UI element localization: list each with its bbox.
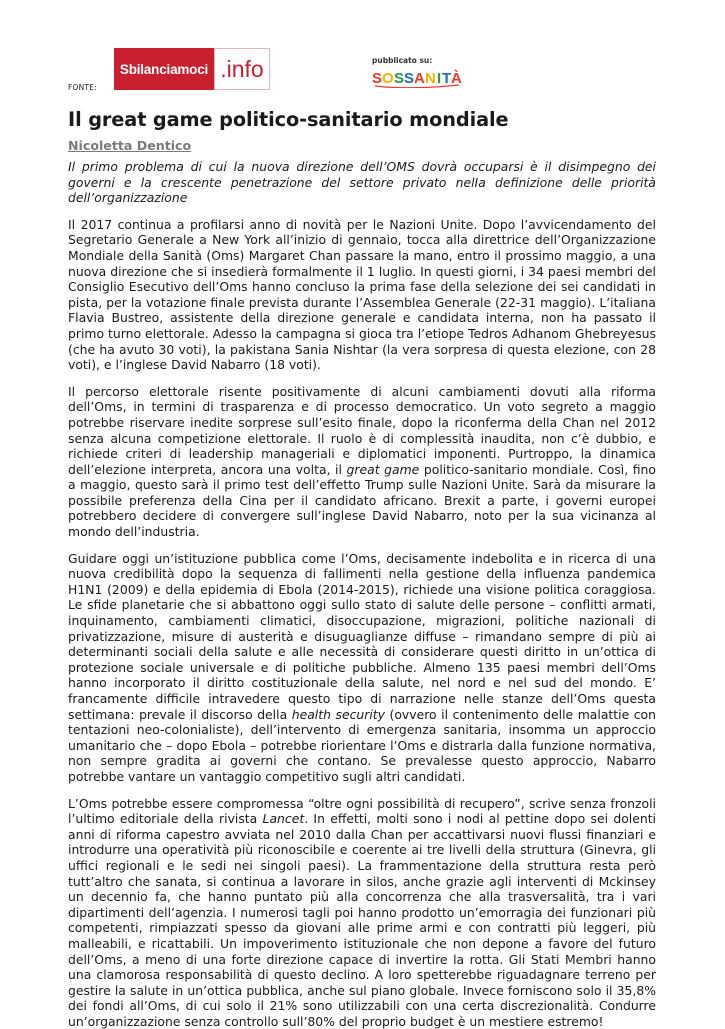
svg-text:O: O bbox=[382, 70, 394, 87]
article-paragraph bbox=[68, 384, 656, 540]
paragraph-text: L’Oms potrebbe essere compromessa “oltre ogni possibilità di recupero”, scrive senza fronzoli l’ultimo editoriale della rivista bbox=[68, 795, 656, 827]
sbilanciamoci-logo bbox=[114, 48, 270, 90]
article-body bbox=[68, 217, 656, 1029]
italic-phrase: Lancet bbox=[262, 811, 305, 827]
svg-text:I: I bbox=[437, 70, 442, 87]
paragraph-text: . In effetti, molti sono i nodi al pettine dopo sei dolenti anni di riforma capestro avviata nel 2010 dalla Chan per accattivarsi nuovi flussi finanziari e introdurre una operatività più riconoscibile e coerente ai tre livelli della struttura (Ginevra, gli uffici regionali e le sedi nei singoli paesi). La frammentazione della struttura resta però tutt’altro che sanata, si continua a lavorare in silos, anche grazie agli interventi di Mckinsey un decennio fa, che hanno puntato più alla concorrenza che alla trasversalità, tra i vari dipartimenti dell’agenzia. I numerosi tagli poi hanno prodotto un’emorragia dei funzionari più competenti, rimpiazzati spesso da giovani alle prime armi e con contratti più leggeri, più malleabili, e ricattabili. Un impoverimento istituzionale che non depone a favore del futuro dell’Oms, a meno di una forte direzione capace di invertire la rotta. Gli Stati Membri hanno una clamorosa responsabilità di questo declino. A loro spetterebbe riguadagnare terreno per gestire la salute in un’ottica pubblica, anche sul piano globale. Invece forniscono solo il 35,8% dei fondi all’Oms, di cui solo il 21% sono utilizzabili con una certa discrezionalità. Condurre un’organizzazione senza controllo sull’80% del proprio budget è un mestiere estremo! bbox=[68, 811, 657, 1029]
sbilanciamoci-logo-text: Sbilanciamoci bbox=[114, 48, 214, 90]
author-link[interactable]: Nicoletta Dentico bbox=[68, 138, 192, 153]
svg-text:À: À bbox=[451, 70, 462, 87]
svg-text:A: A bbox=[414, 70, 425, 87]
article bbox=[68, 108, 656, 1029]
svg-text:N: N bbox=[425, 70, 436, 87]
paragraph-text: Guidare oggi un’istituzione pubblica come l’Oms, decisamente indebolita e in ricerca di una nuova credibilità dopo la sequenza di fallimenti nella gestione della influenza pandemica H1N1 (2009) e della epidemia di Ebola (2014-2015), richiede una visione politica coraggiosa. Le sfide planetarie che si abbattono oggi sullo stato di salute delle persone – conflitti armati, inquinamento, cambiamenti climatici, disoccupazione, migrazioni, politiche nazionali di privatizzazione, misure di austerità e disuguaglianze diffuse – rimandano sempre di più ai determinanti sociali della salute e alle necessità di considerare questi diritto in un’ottica di protezione sociale universale e di politiche pubbliche. Almeno 135 paesi membri dell’Oms hanno incorporato il diritto costituzionale della salute, nel nord e nel sud del mondo. E’ francamente difficile intravedere questo tipo di narrazione nelle stanze dell’Oms questa settimana: prevale il discorso della bbox=[68, 550, 656, 722]
article-title: Il great game politico-sanitario mondiale bbox=[68, 108, 509, 131]
article-paragraph bbox=[68, 551, 656, 785]
paragraph-text: Il percorso elettorale risente positivamente di alcuni cambiamenti dovuti alla riforma dell’Oms, in termini di trasparenza e di processo democratico. Un voto segreto a maggio potrebbe riservare inedite sorprese sull’esito finale, dopo la riconferma della Chan nel 2012 senza alcuna competizione elettorale. Il ruolo è di complessità inaudita, non c’è dubbio, e richiede criteri di leadership manageriali e diplomatici imponenti. Purtroppo, la dinamica dell’elezione interpreta, ancora una volta, il bbox=[68, 383, 656, 477]
italic-phrase: great game bbox=[346, 461, 420, 477]
svg-text:S: S bbox=[404, 70, 415, 87]
article-paragraph bbox=[68, 217, 656, 373]
page-header bbox=[0, 0, 725, 100]
paragraph-text: Il 2017 continua a profilarsi anno di novità per le Nazioni Unite. Dopo l’avvicendamento del Segretario Generale a New York all’inizio di gennaio, tocca alla direttrice dell’Organizzazione Mondiale della Sanità (Oms) Margaret Chan passare la mano, entro il prossimo maggio, a una nuova direzione che si insedierà formalmente il 1 luglio. In questi giorni, i 34 paesi membri del Consiglio Esecutivo dell’Oms hanno concluso la prima fase della selezione dei sei candidati in pista, per la votazione finale prevista durante l’Assemblea Generale (22-31 maggio). L’italiana Flavia Bustreo, assistente della direzione generale e candidata interna, non ha passato il primo turno elettorale. Adesso la campagna si gioca tra l’etiope Tedros Adhanom Ghebreyesus (che ha avuto 30 voti), la pakistana Sania Nishtar (la vera sorpresa di questa elezione, con 28 voti), e l’inglese David Nabarro (18 voti). bbox=[68, 216, 656, 373]
svg-text:S: S bbox=[394, 70, 405, 87]
svg-text:S: S bbox=[372, 70, 383, 87]
paragraph-text: politico-sanitario mondiale. Così, fino a maggio, questo sarà il primo test dell’effetto Trump sulle Nazioni Unite. Sarà da misurare la possibile preferenza della Cina per il candidato africano. Brexit a parte, i governi europei potrebbero decidere di convergere sull’inglese David Nabarro, noto per la sua vicinanza al mondo dell’industria. bbox=[68, 461, 656, 540]
italic-phrase: health security bbox=[291, 706, 385, 722]
sossanita-logo bbox=[371, 66, 463, 88]
fonte-label: FONTE: bbox=[68, 83, 97, 92]
paragraph-text: (ovvero il contenimento delle malattie con tentazioni neo-colonialiste), dell’intervento di emergenza sanitaria, insomma un approccio umanitario che – dopo Ebola – potrebbe riorientare l’Oms e distrarla dalla funzione normativa, non sempre gradita ai governi che contano. Se prevalesse questo approccio, Nabarro potrebbe vantare un vantaggio competitivo sugli altri candidati. bbox=[68, 706, 656, 784]
published-label: pubblicato su: bbox=[372, 56, 433, 65]
sbilanciamoci-logo-info: .info bbox=[214, 48, 270, 90]
svg-text:T: T bbox=[442, 70, 452, 87]
article-lead: Il primo problema di cui la nuova direzione dell’OMS dovrà occuparsi è il disimpegno dei governi e la crescente penetrazione del settore privato nelIa definizione delle priorità dell’organizzazione bbox=[68, 159, 656, 206]
article-paragraph bbox=[68, 796, 656, 1029]
